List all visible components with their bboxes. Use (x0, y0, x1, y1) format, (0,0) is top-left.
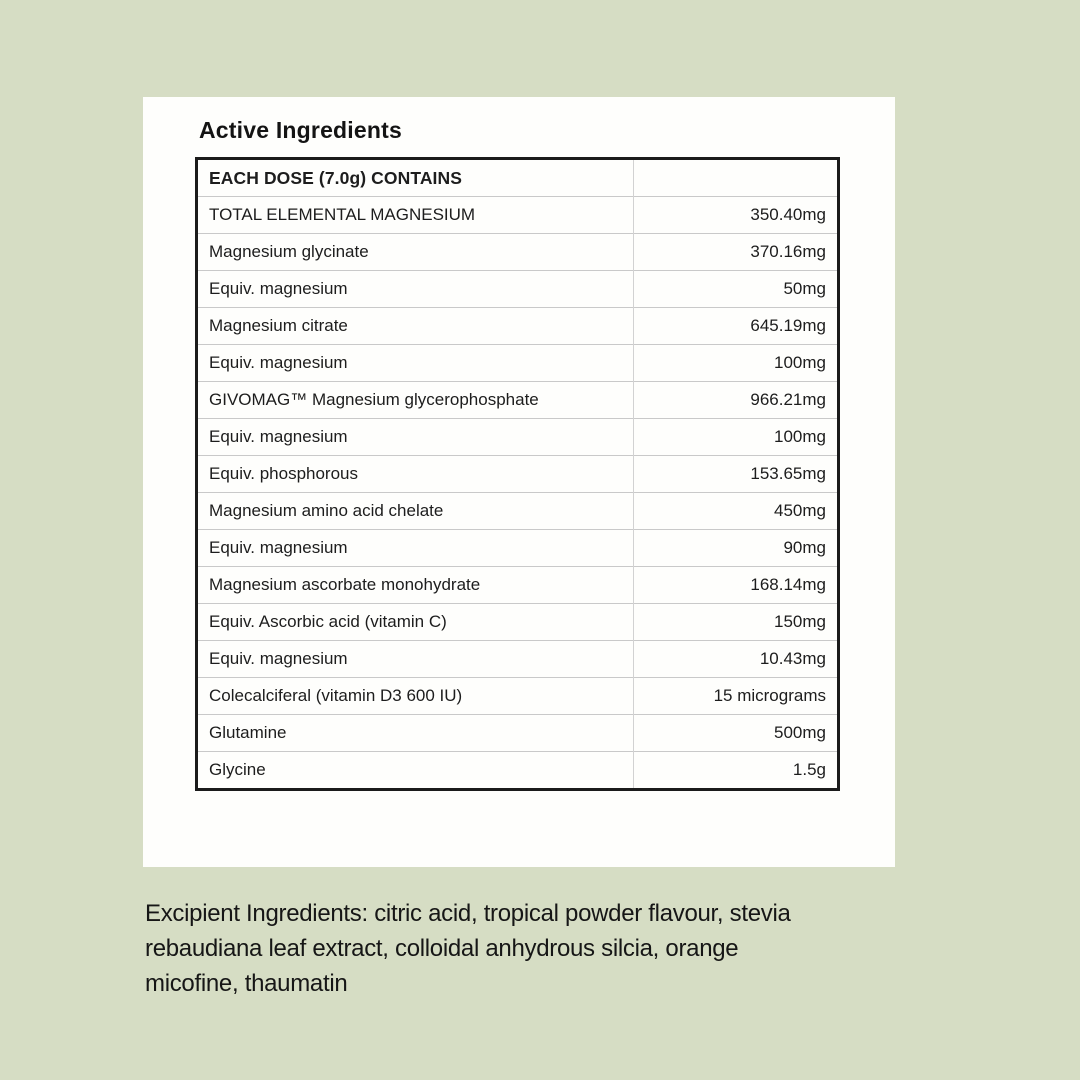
ingredient-amount: 15 micrograms (634, 678, 839, 715)
ingredient-row (197, 641, 839, 678)
ingredient-name: GIVOMAG™ Magnesium glycerophosphate (197, 382, 634, 419)
ingredient-row (197, 604, 839, 641)
ingredient-name: Colecalciferal (vitamin D3 600 IU) (197, 678, 634, 715)
ingredient-amount: 10.43mg (634, 641, 839, 678)
ingredient-amount: 645.19mg (634, 308, 839, 345)
ingredient-amount: 50mg (634, 271, 839, 308)
ingredient-amount: 350.40mg (634, 197, 839, 234)
ingredient-amount: 450mg (634, 493, 839, 530)
ingredient-name: Equiv. magnesium (197, 530, 634, 567)
ingredient-row (197, 456, 839, 493)
table-header-amount-cell (634, 159, 839, 197)
excipient-line: micofine, thaumatin (145, 970, 348, 997)
ingredients-table (195, 157, 840, 791)
excipient-ingredients-text (145, 896, 945, 1001)
ingredient-name: Glycine (197, 752, 634, 790)
ingredient-row (197, 715, 839, 752)
ingredient-name: Magnesium citrate (197, 308, 634, 345)
ingredient-name: Magnesium ascorbate monohydrate (197, 567, 634, 604)
table-header-row (197, 159, 839, 197)
ingredient-name: Magnesium glycinate (197, 234, 634, 271)
ingredient-row (197, 678, 839, 715)
ingredient-amount: 370.16mg (634, 234, 839, 271)
ingredient-amount: 100mg (634, 419, 839, 456)
ingredient-row (197, 345, 839, 382)
ingredient-row (197, 530, 839, 567)
ingredient-row (197, 567, 839, 604)
ingredient-name: Equiv. magnesium (197, 641, 634, 678)
excipient-line: Excipient Ingredients: citric acid, tropical powder flavour, stevia (145, 900, 791, 927)
ingredient-row (197, 493, 839, 530)
ingredient-amount: 1.5g (634, 752, 839, 790)
ingredient-amount: 100mg (634, 345, 839, 382)
ingredient-row (197, 197, 839, 234)
ingredient-amount: 90mg (634, 530, 839, 567)
ingredient-name: Equiv. magnesium (197, 345, 634, 382)
ingredient-row (197, 382, 839, 419)
ingredient-row (197, 271, 839, 308)
label-card (143, 97, 895, 867)
ingredient-name: Glutamine (197, 715, 634, 752)
ingredient-name: Equiv. magnesium (197, 419, 634, 456)
excipient-line: rebaudiana leaf extract, colloidal anhydrous silcia, orange (145, 935, 739, 962)
ingredient-name: Equiv. magnesium (197, 271, 634, 308)
ingredient-row (197, 752, 839, 790)
ingredient-name: Equiv. phosphorous (197, 456, 634, 493)
ingredient-amount: 966.21mg (634, 382, 839, 419)
ingredient-row (197, 234, 839, 271)
ingredient-amount: 500mg (634, 715, 839, 752)
ingredient-row (197, 308, 839, 345)
active-ingredients-title: Active Ingredients (199, 117, 402, 143)
table-header-label: EACH DOSE (7.0g) CONTAINS (209, 167, 463, 188)
ingredient-amount: 168.14mg (634, 567, 839, 604)
ingredient-amount: 153.65mg (634, 456, 839, 493)
ingredient-amount: 150mg (634, 604, 839, 641)
ingredient-name: Equiv. Ascorbic acid (vitamin C) (197, 604, 634, 641)
ingredient-row (197, 419, 839, 456)
ingredient-name: Magnesium amino acid chelate (197, 493, 634, 530)
ingredient-name: TOTAL ELEMENTAL MAGNESIUM (197, 197, 634, 234)
